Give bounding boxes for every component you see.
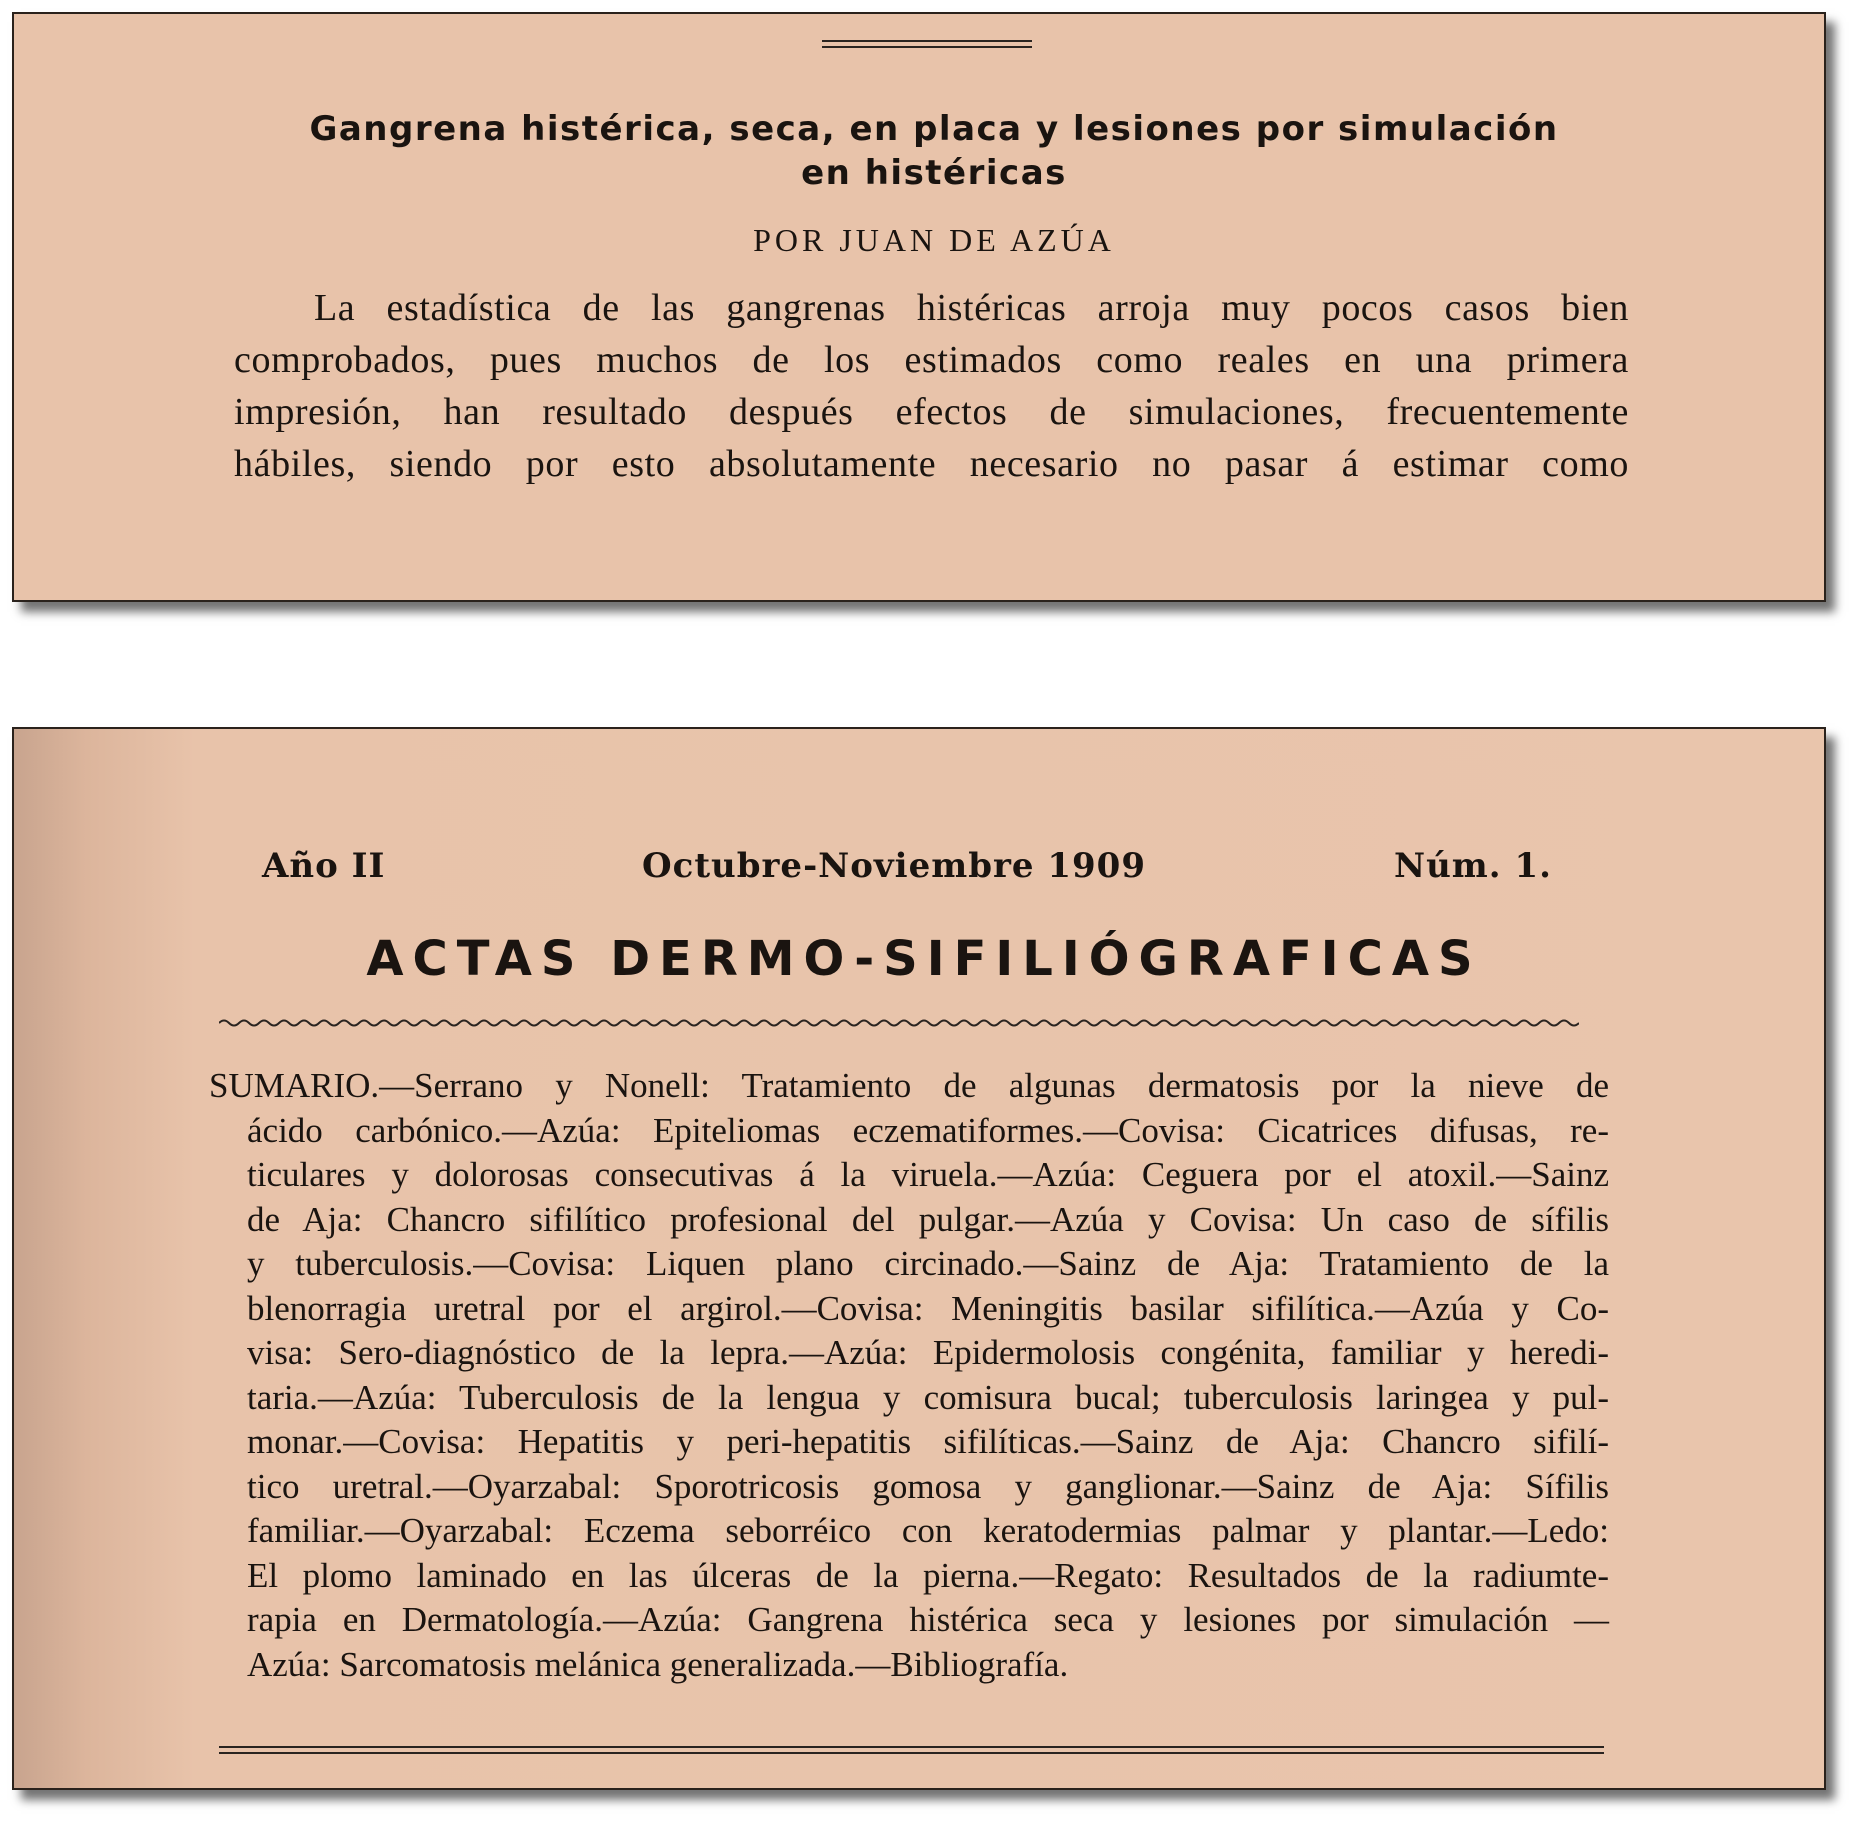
year-label: Año II [262,846,386,886]
sumario-line: de Aja: Chancro sifilítico profesional del pulgar.—Azúa y Covisa: Un caso de sífilis [247,1199,1609,1239]
sumario-line: rapia en Dermatología.—Azúa: Gangrena histérica seca y lesiones por simulación — [247,1600,1609,1639]
article-body [234,282,1629,490]
issue-date: Octubre-Noviembre 1909 [642,846,1146,886]
sumario-line: monar.—Covisa: Hepatitis y peri-hepatitis sifilíticas.—Sainz de Aja: Chancro sifilí- [247,1422,1609,1461]
sumario-line: tico uretral.—Oyarzabal: Sporotricosis gomosa y ganglionar.—Sainz de Aja: Sífilis [247,1466,1609,1506]
sumario-line: familiar.—Oyarzabal: Eczema seborréico con keratodermias palmar y plantar.—Ledo: [247,1511,1609,1550]
sumario-line: blenorragia uretral por el argirol.—Covisa: Meningitis basilar sifilítica.—Azúa y Co- [247,1288,1609,1328]
issue-number: Núm. 1. [1394,846,1552,886]
wavy-rule [219,1017,1579,1029]
sumario-line: ticulares y dolorosas consecutivas á la viruela.—Azúa: Ceguera por el atoxil.—Sainz [247,1155,1609,1194]
sumario-line: visa: Sero-diagnóstico de la lepra.—Azúa: Epidermolosis congénita, familiar y heredi- [247,1333,1609,1372]
header-double-rule [822,40,1032,48]
sumario-block [209,1064,1609,1687]
body-line: impresión, han resultado después efectos de simulaciones, frecuentemente [234,391,1629,433]
sumario-line: ácido carbónico.—Azúa: Epiteliomas eczematiformes.—Covisa: Cicatrices difusas, re- [247,1110,1609,1150]
footer-double-rule [219,1746,1604,1754]
sumario-line: y tuberculosis.—Covisa: Liquen plano circinado.—Sainz de Aja: Tratamiento de la [247,1244,1609,1283]
sumario-line: Azúa: Sarcomatosis melánica generalizada.—Bibliografía. [247,1644,1069,1684]
sumario-line: El plomo laminado en las úlceras de la pierna.—Regato: Resultados de la radiumte- [247,1555,1609,1595]
sumario-line: SUMARIO.—Serrano y Nonell: Tratamiento de algunas dermatosis por la nieve de [209,1066,1609,1105]
sumario-line: taria.—Azúa: Tuberculosis de la lengua y comisura bucal; tuberculosis laringea y pul- [247,1377,1609,1417]
body-line: hábiles, siendo por esto absolutamente necesario no pasar á estimar como [234,443,1629,485]
body-line: La estadística de las gangrenas histéricas arroja muy pocos casos bien [314,287,1629,329]
article-title-line1: Gangrena histérica, seca, en placa y lesiones por simulación [309,109,1559,149]
journal-cover [12,727,1826,1790]
journal-title: ACTAS DERMO-SIFILIÓGRAFICAS [366,931,1482,987]
article-clipping [12,12,1826,602]
article-byline: POR JUAN DE AZÚA [753,222,1115,258]
body-line: comprobados, pues muchos de los estimados como reales en una primera [234,339,1629,381]
article-title-line2: en histéricas [801,153,1067,193]
